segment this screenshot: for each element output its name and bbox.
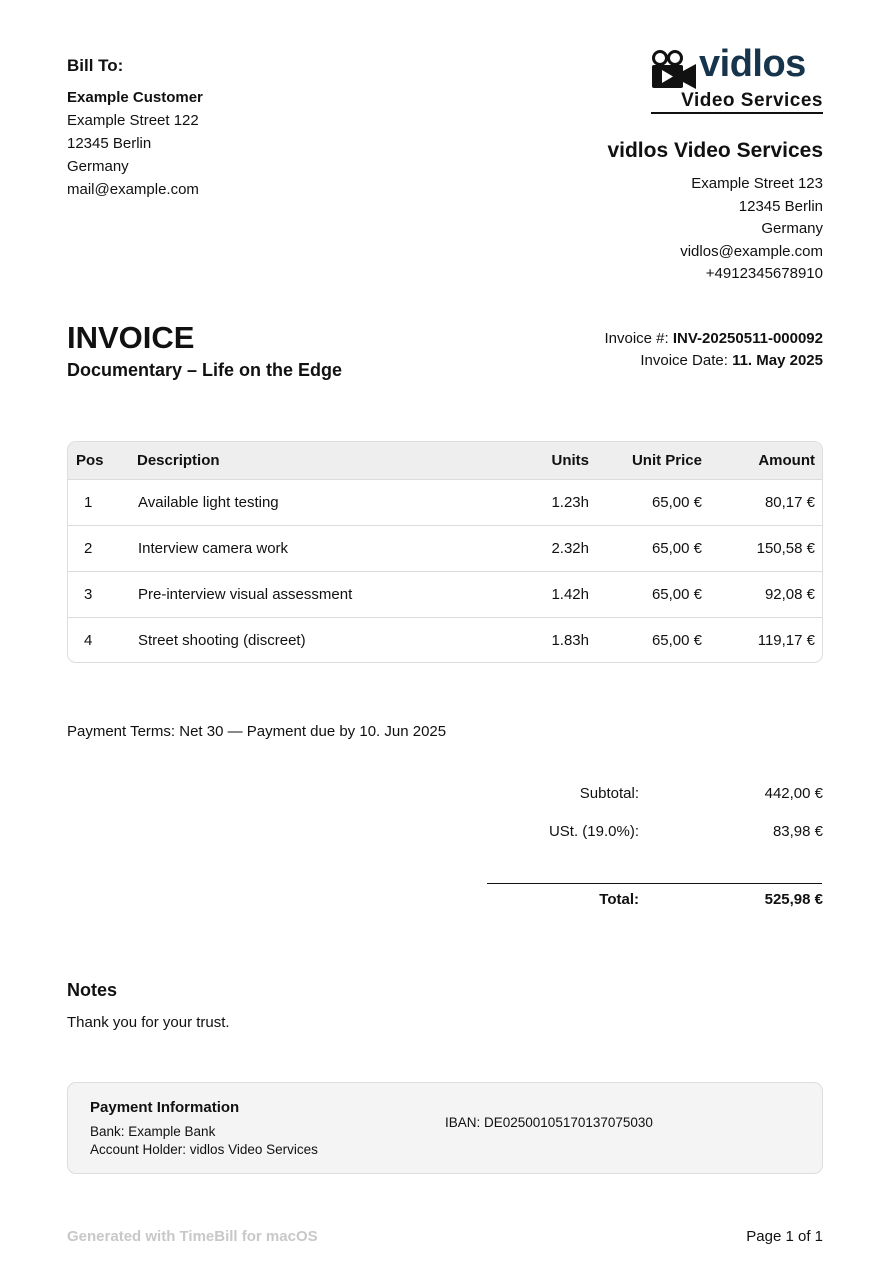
header-description: Description: [137, 452, 220, 469]
page-number: Page 1 of 1: [746, 1228, 823, 1245]
header-units: Units: [551, 452, 589, 469]
totals-divider: [487, 883, 822, 884]
invoice-date-label: Invoice Date:: [640, 352, 728, 369]
bill-to-heading: Bill To:: [67, 56, 124, 75]
row-pos: 4: [84, 632, 93, 649]
total-value: 525,98 €: [764, 891, 823, 908]
customer-name: Example Customer: [67, 89, 203, 106]
company-phone: +4912345678910: [705, 265, 823, 283]
header-amount: Amount: [758, 452, 815, 469]
row-pos: 2: [84, 540, 93, 557]
row-description: Interview camera work: [138, 540, 289, 557]
table-row: [68, 480, 822, 526]
logo-subtitle: Video Services: [651, 90, 823, 114]
row-unit-price: 65,00 €: [651, 540, 702, 557]
invoice-date: 11. May 2025: [732, 352, 823, 369]
row-amount: 80,17 €: [764, 494, 815, 511]
bill-to-block: [67, 54, 387, 201]
company-block: [423, 138, 823, 286]
row-units: 1.83h: [551, 632, 589, 649]
invoice-meta: [463, 328, 823, 372]
notes-heading: Notes: [67, 980, 118, 1000]
row-description: Pre-interview visual assessment: [138, 586, 353, 603]
payment-terms: Payment Terms: Net 30 — Payment due by 10. Jun 2025: [67, 723, 447, 740]
video-camera-icon: [651, 50, 697, 90]
row-pos: 3: [84, 586, 93, 603]
invoice-number-label: Invoice #:: [604, 330, 669, 347]
header-pos: Pos: [76, 452, 104, 469]
table-header-row: [68, 442, 822, 480]
row-pos: 1: [84, 494, 93, 511]
invoice-date-line: [463, 350, 823, 372]
company-email: vidlos@example.com: [680, 242, 823, 260]
subtotal-label: Subtotal:: [579, 785, 639, 802]
generated-by-footer: Generated with TimeBill for macOS: [67, 1228, 318, 1245]
row-unit-price: 65,00 €: [651, 586, 702, 603]
account-holder: Account Holder: vidlos Video Services: [90, 1142, 318, 1157]
company-street: Example Street 123: [691, 175, 823, 192]
row-description: Street shooting (discreet): [138, 632, 306, 649]
header-unit-price: Unit Price: [631, 452, 702, 469]
company-country: Germany: [761, 220, 823, 238]
row-amount: 119,17 €: [757, 632, 815, 649]
notes-text: Thank you for your trust.: [67, 1014, 230, 1031]
invoice-number: INV-20250511-000092: [672, 330, 823, 347]
row-description: Available light testing: [138, 494, 279, 511]
row-amount: 92,08 €: [764, 586, 815, 603]
row-units: 1.42h: [551, 586, 589, 603]
row-units: 2.32h: [551, 540, 589, 557]
payment-info-heading: Payment Information: [90, 1099, 240, 1116]
invoice-number-line: [463, 328, 823, 350]
row-unit-price: 65,00 €: [651, 494, 702, 511]
company-logo: [651, 43, 823, 114]
table-row: [68, 526, 822, 572]
row-unit-price: 65,00 €: [651, 632, 702, 649]
iban: IBAN: DE02500105170137075030: [445, 1115, 653, 1130]
tax-label: USt. (19.0%):: [548, 823, 639, 840]
invoice-title: INVOICE: [67, 320, 195, 355]
row-units: 1.23h: [551, 494, 589, 511]
company-name: vidlos Video Services: [607, 139, 823, 162]
invoice-project: Documentary – Life on the Edge: [67, 360, 343, 380]
bank-name: Bank: Example Bank: [90, 1124, 216, 1139]
payment-info-box: [67, 1082, 823, 1174]
tax-value: 83,98 €: [772, 823, 823, 840]
logo-wordmark: vidlos: [699, 43, 806, 85]
company-city: 12345 Berlin: [738, 197, 823, 215]
table-row: [68, 572, 822, 618]
subtotal-value: 442,00 €: [764, 785, 823, 802]
line-items-table: [67, 441, 823, 663]
total-label: Total:: [599, 891, 639, 908]
customer-city: 12345 Berlin: [67, 135, 152, 152]
customer-street: Example Street 122: [67, 112, 199, 129]
customer-email: mail@example.com: [67, 181, 199, 198]
table-row: [68, 618, 822, 663]
customer-country: Germany: [67, 158, 129, 175]
row-amount: 150,58 €: [756, 540, 815, 557]
